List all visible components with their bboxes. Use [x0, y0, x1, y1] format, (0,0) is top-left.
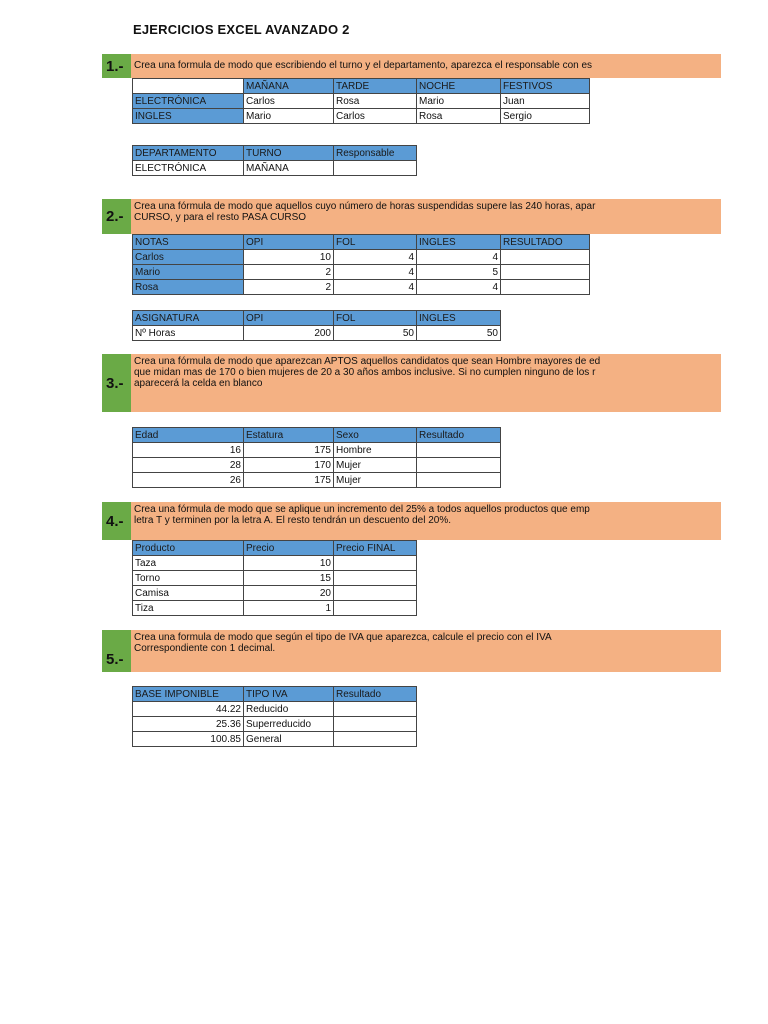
exercise-4-statement: Crea una fórmula de modo que se aplique un incremento del 25% a todos aquellos productos que emp letra T y terminen por la letra A. El resto tendrán un descuento del 20%. [131, 502, 721, 540]
table-header-cell: OPI [244, 235, 334, 250]
exercise-3-statement: Crea una fórmula de modo que aparezcan APTOS aquellos candidatos que sean Hombre mayores de ed que midan mas de 170 o bien mujeres de 20 a 30 años ambos inclusive. Si no cumplen ninguno de los r aparecerá la celda en blanco [131, 354, 721, 412]
table-header-cell: OPI [244, 311, 334, 326]
table-header-cell: Estatura [244, 428, 334, 443]
table-row [133, 250, 590, 265]
table-row [133, 473, 501, 488]
table-cell[interactable]: Hombre [334, 443, 417, 458]
table-cell[interactable]: ELECTRÓNICA [133, 161, 244, 176]
table-cell[interactable] [334, 571, 417, 586]
table-cell[interactable] [334, 556, 417, 571]
table-header-cell: NOCHE [417, 79, 501, 94]
table-cell[interactable]: Mario [133, 265, 244, 280]
ex4-products-table [132, 540, 417, 616]
ex3-candidates-table-body [133, 428, 501, 488]
table-cell[interactable]: 4 [334, 250, 417, 265]
table-header-row [133, 687, 417, 702]
table-header-cell: Sexo [334, 428, 417, 443]
ex2-hours-table-body [133, 311, 501, 341]
table-header-cell: FESTIVOS [501, 79, 590, 94]
table-row [133, 601, 417, 616]
exercise-2-number: 2.- [102, 199, 132, 234]
table-header-row [133, 146, 417, 161]
table-cell[interactable] [417, 458, 501, 473]
table-row [133, 586, 417, 601]
table-header-cell: MAÑANA [244, 79, 334, 94]
table-cell[interactable]: Carlos [334, 109, 417, 124]
table-cell[interactable] [417, 473, 501, 488]
table-header-cell: DEPARTAMENTO [133, 146, 244, 161]
table-cell[interactable]: Reducido [244, 702, 334, 717]
table-cell[interactable]: Sergio [501, 109, 590, 124]
table-row [133, 109, 590, 124]
table-cell[interactable]: Juan [501, 94, 590, 109]
table-header-cell: Resultado [334, 687, 417, 702]
table-cell[interactable]: 175 [244, 443, 334, 458]
table-cell[interactable]: 10 [244, 250, 334, 265]
exercise-1-number: 1.- [102, 54, 132, 78]
table-header-cell [133, 79, 244, 94]
ex2-hours-table [132, 310, 501, 341]
page-title: EJERCICIOS EXCEL AVANZADO 2 [133, 22, 350, 37]
table-row [133, 280, 590, 295]
table-cell[interactable]: 175 [244, 473, 334, 488]
table-cell[interactable]: 15 [244, 571, 334, 586]
table-cell[interactable] [334, 161, 417, 176]
table-cell[interactable]: 200 [244, 326, 334, 341]
table-header-cell: FOL [334, 235, 417, 250]
table-header-row [133, 311, 501, 326]
table-cell[interactable]: General [244, 732, 334, 747]
table-cell[interactable]: 25.36 [133, 717, 244, 732]
table-cell[interactable]: Tiza [133, 601, 244, 616]
table-cell[interactable]: 4 [417, 250, 501, 265]
table-cell[interactable] [501, 265, 590, 280]
table-header-cell: TARDE [334, 79, 417, 94]
ex2-grades-table-body [133, 235, 590, 295]
ex5-iva-table-body [133, 687, 417, 747]
table-header-cell: Edad [133, 428, 244, 443]
table-cell[interactable] [334, 702, 417, 717]
table-cell[interactable]: 44.22 [133, 702, 244, 717]
table-cell[interactable]: Carlos [244, 94, 334, 109]
table-cell[interactable]: 2 [244, 280, 334, 295]
table-header-cell: Precio FINAL [334, 541, 417, 556]
exercise-4-number: 4.- [102, 502, 132, 540]
table-header-cell: ASIGNATURA [133, 311, 244, 326]
table-cell[interactable]: 100.85 [133, 732, 244, 747]
table-cell[interactable]: Camisa [133, 586, 244, 601]
table-header-cell: TIPO IVA [244, 687, 334, 702]
table-header-cell: BASE IMPONIBLE [133, 687, 244, 702]
table-cell[interactable]: Rosa [417, 109, 501, 124]
table-cell[interactable]: 16 [133, 443, 244, 458]
table-cell[interactable]: 26 [133, 473, 244, 488]
table-cell[interactable] [417, 443, 501, 458]
ex4-products-table-body [133, 541, 417, 616]
table-cell[interactable]: Carlos [133, 250, 244, 265]
table-row [133, 161, 417, 176]
table-cell[interactable]: Nº Horas [133, 326, 244, 341]
table-row [133, 326, 501, 341]
table-cell[interactable]: Torno [133, 571, 244, 586]
exercise-1-statement: Crea una formula de modo que escribiendo el turno y el departamento, aparezca el responsable con es [131, 54, 721, 78]
table-cell[interactable]: 20 [244, 586, 334, 601]
table-cell[interactable] [501, 280, 590, 295]
table-header-cell: INGLES [417, 235, 501, 250]
table-cell[interactable]: 50 [417, 326, 501, 341]
table-header-cell: NOTAS [133, 235, 244, 250]
table-cell[interactable]: Rosa [133, 280, 244, 295]
ex5-iva-table [132, 686, 417, 747]
table-cell[interactable]: 1 [244, 601, 334, 616]
table-row [133, 265, 590, 280]
table-cell[interactable]: INGLES [133, 109, 244, 124]
ex1-shifts-table-body [133, 79, 590, 124]
table-cell[interactable]: Mario [244, 109, 334, 124]
table-row [133, 458, 501, 473]
table-cell[interactable]: 170 [244, 458, 334, 473]
table-cell[interactable]: Taza [133, 556, 244, 571]
table-cell[interactable]: 5 [417, 265, 501, 280]
exercise-2-statement: Crea una fórmula de modo que aquellos cuyo número de horas suspendidas supere las 240 horas, apar CURSO, y para el resto PASA CURSO [131, 199, 721, 234]
exercise-5-number: 5.- [102, 630, 132, 672]
ex1-shifts-table [132, 78, 590, 124]
ex3-candidates-table [132, 427, 501, 488]
exercise-5-statement: Crea una formula de modo que según el tipo de IVA que aparezca, calcule el precio con el IVA Correspondiente con 1 decimal. [131, 630, 721, 672]
table-cell[interactable]: 2 [244, 265, 334, 280]
table-row [133, 717, 417, 732]
ex1-lookup-table [132, 145, 417, 176]
table-header-cell: Resultado [417, 428, 501, 443]
table-header-row [133, 235, 590, 250]
table-cell[interactable] [334, 732, 417, 747]
table-cell[interactable]: Mario [417, 94, 501, 109]
table-row [133, 556, 417, 571]
table-cell[interactable] [334, 601, 417, 616]
table-header-cell: INGLES [417, 311, 501, 326]
table-header-cell: Producto [133, 541, 244, 556]
ex2-grades-table [132, 234, 590, 295]
table-cell[interactable]: ELECTRÓNICA [133, 94, 244, 109]
table-row [133, 732, 417, 747]
table-header-row [133, 428, 501, 443]
table-row [133, 571, 417, 586]
exercise-3-number: 3.- [102, 354, 132, 412]
table-cell[interactable] [334, 717, 417, 732]
table-cell[interactable]: Mujer [334, 458, 417, 473]
ex1-lookup-table-body [133, 146, 417, 176]
table-cell[interactable]: Rosa [334, 94, 417, 109]
table-cell[interactable]: MAÑANA [244, 161, 334, 176]
table-row [133, 94, 590, 109]
table-cell[interactable]: 4 [334, 265, 417, 280]
table-cell[interactable]: 50 [334, 326, 417, 341]
table-cell[interactable]: Mujer [334, 473, 417, 488]
table-header-row [133, 541, 417, 556]
table-row [133, 443, 501, 458]
table-cell[interactable] [334, 586, 417, 601]
table-header-cell: Responsable [334, 146, 417, 161]
table-header-cell: TURNO [244, 146, 334, 161]
table-row [133, 702, 417, 717]
table-cell[interactable] [501, 250, 590, 265]
table-cell[interactable]: 4 [334, 280, 417, 295]
table-header-cell: Precio [244, 541, 334, 556]
table-cell[interactable]: 28 [133, 458, 244, 473]
table-header-cell: FOL [334, 311, 417, 326]
table-header-cell: RESULTADO [501, 235, 590, 250]
table-cell[interactable]: 4 [417, 280, 501, 295]
table-cell[interactable]: Superreducido [244, 717, 334, 732]
table-header-row [133, 79, 590, 94]
table-cell[interactable]: 10 [244, 556, 334, 571]
